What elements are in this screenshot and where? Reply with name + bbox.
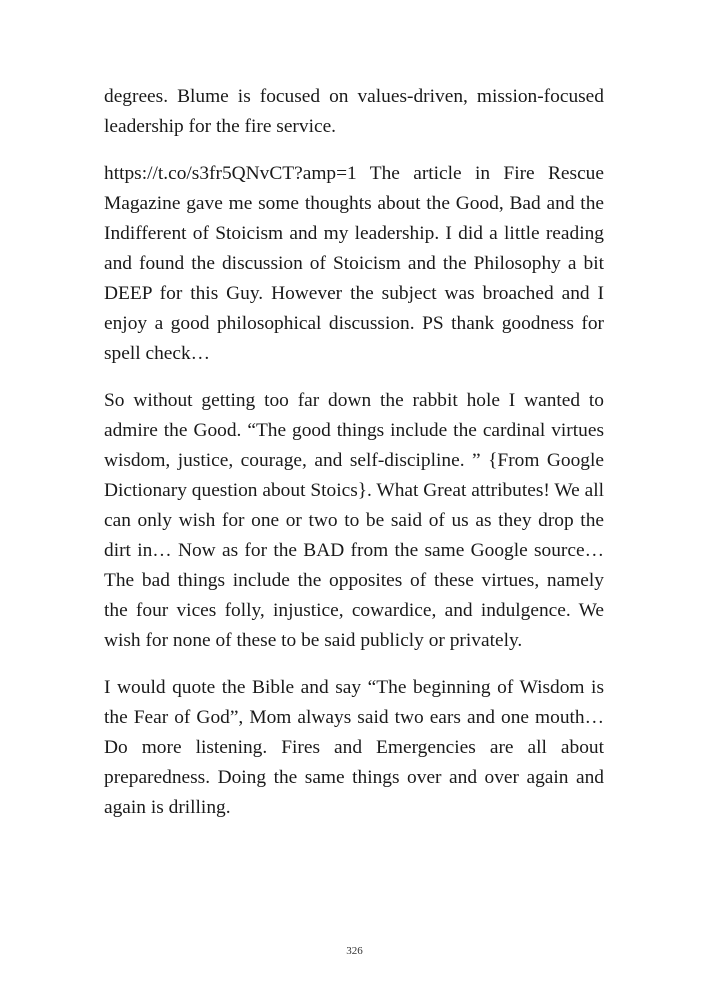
paragraph-blume-leadership: degrees. Blume is focused on values-driven, mission-focused leadership for the fire service. — [104, 86, 604, 137]
paragraph-good-and-bad: So without getting too far down the rabbit hole I wanted to admire the Good. “The good things include the cardinal virtues wisdom, justice, courage, and self-discipline. ” {From Google Dictionary question about Stoics}. What Great attributes! We all can only wish for one or two to be said of us as they drop the dirt in… Now as for the BAD from the same Google source… The bad things include the opposites of these virtues, namely the four vices folly, injustice, cowardice, and indulgence. We wish for none of these to be said publicly or privately. — [104, 390, 604, 651]
page-number: 326 — [346, 945, 363, 957]
paragraph-wisdom-preparedness: I would quote the Bible and say “The beginning of Wisdom is the Fear of God”, Mom always said two ears and one mouth… Do more listening. Fires and Emergencies are all about preparedness. Doing the same things over and over again and again is drilling. — [104, 677, 604, 818]
page-body — [104, 82, 604, 823]
paragraph-stoicism-article: https://t.co/s3fr5QNvCT?amp=1 The article in Fire Rescue Magazine gave me some thoughts about the Good, Bad and the Indifferent of Stoicism and my leadership. I did a little reading and found the discussion of Stoicism and the Philosophy a bit DEEP for this Guy. However the subject was broached and I enjoy a good philosophical discussion. PS thank goodness for spell check… — [104, 163, 604, 364]
